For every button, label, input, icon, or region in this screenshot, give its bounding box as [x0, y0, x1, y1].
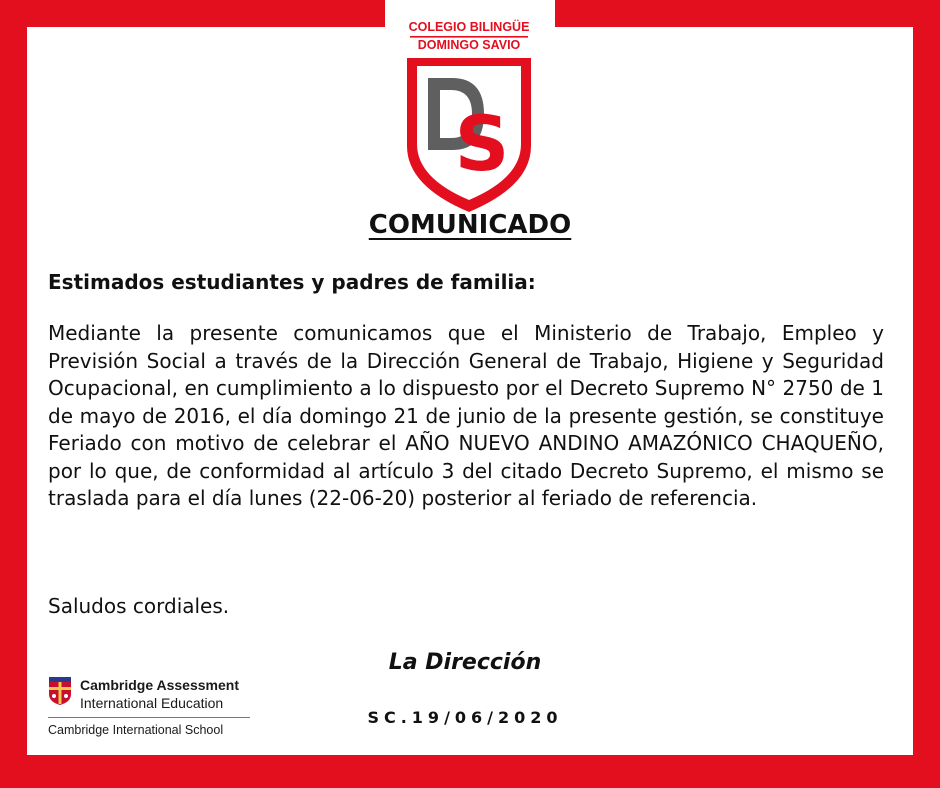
notice-body: Mediante la presente comunicamos que el Ministerio de Trabajo, Empleo y Previsión Social a través de la Dirección General de Trabajo, Higiene y Seguridad Ocupacional, en cumplimiento a lo dispuesto por el Decreto Supremo N° 2750 de 1 de mayo de 2016, el día domingo 21 de junio de la presente gestión, se constituye Feriado con motivo de celebrar el AÑO NUEVO ANDINO AMAZÓNICO CHAQUEÑO, por lo que, de conformidad al artículo 3 del citado Decreto Supremo, el mismo se traslada para el día lunes (22-06-20) posterior al feriado de referencia. — [48, 321, 884, 510]
crest-letter-s: S — [454, 99, 510, 188]
crest-line1: COLEGIO BILINGÜE — [408, 20, 530, 34]
greeting: Estimados estudiantes y padres de familia: — [48, 270, 536, 294]
cambridge-line2: International Education — [80, 695, 224, 711]
notice-title: COMUNICADO — [368, 210, 572, 240]
school-crest-logo — [394, 18, 544, 220]
cambridge-line3: Cambridge International School — [48, 723, 224, 737]
notice-date: SC.19/06/2020 — [367, 708, 563, 727]
cambridge-divider — [48, 717, 250, 718]
cambridge-line1: Cambridge Assessment — [80, 677, 239, 693]
closing: Saludos cordiales. — [48, 594, 230, 618]
cambridge-shield-icon — [48, 676, 72, 706]
signature: La Dirección — [388, 650, 542, 675]
crest-line2: DOMINGO SAVIO — [417, 38, 521, 52]
